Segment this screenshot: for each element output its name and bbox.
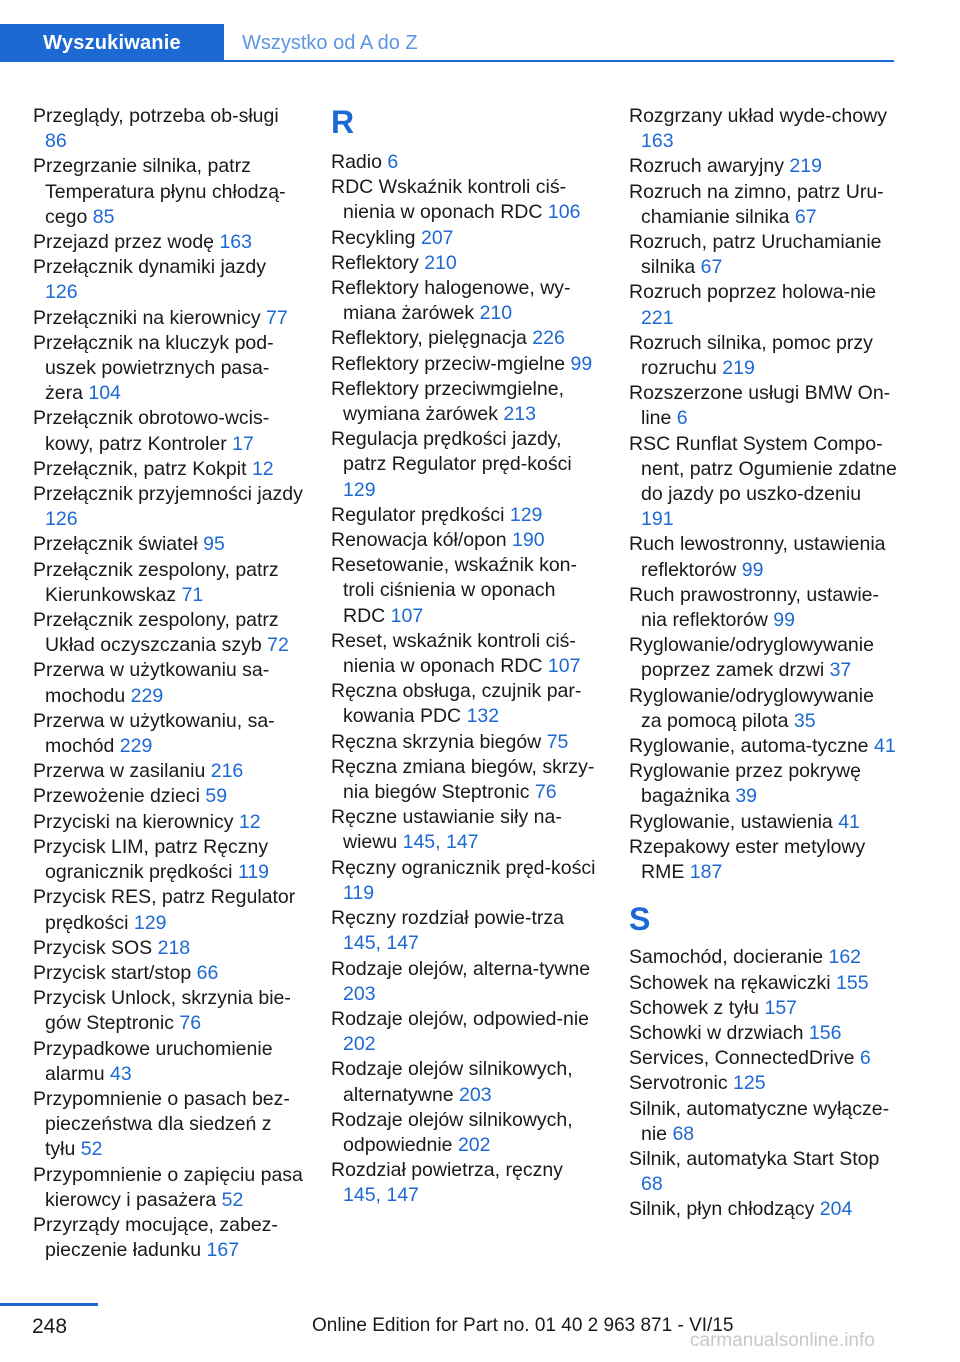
index-entry bbox=[629, 684, 899, 734]
entry-term: Rozruch poprzez holowa-nie bbox=[629, 281, 877, 304]
page-reference-link[interactable]: 145, 147 bbox=[402, 831, 479, 854]
index-column-1 bbox=[33, 104, 303, 1263]
index-entry bbox=[331, 226, 601, 251]
header-bar bbox=[0, 24, 960, 64]
entry-term: Rodzaje olejów, odpowied-nie bbox=[331, 1007, 590, 1030]
index-entry bbox=[629, 810, 899, 835]
entry-term: Schowki w drzwiach bbox=[629, 1021, 804, 1044]
entry-term: Services, ConnectedDrive bbox=[629, 1047, 855, 1070]
page-reference-link[interactable]: 12 bbox=[238, 810, 261, 833]
entry-term: Przypadkowe uruchomienie alarmu bbox=[33, 1037, 273, 1085]
page-reference-link[interactable]: 126 bbox=[45, 281, 78, 304]
index-entry bbox=[331, 553, 601, 629]
page-reference-link[interactable]: 156 bbox=[808, 1021, 842, 1044]
entry-term: Przejazd przez wodę bbox=[33, 231, 215, 254]
entry-term: Silnik, automatyczne wyłącze-nie bbox=[629, 1097, 890, 1145]
page-reference-link[interactable]: 129 bbox=[343, 478, 376, 501]
index-entry bbox=[331, 251, 601, 276]
index-entry bbox=[629, 532, 899, 582]
entry-term: Przegrzanie silnika, patrz Temperatura płynu chłodzą-cego bbox=[33, 155, 286, 228]
entry-term: Rodzaje olejów, alterna-tywne bbox=[331, 957, 591, 980]
index-entry bbox=[331, 755, 601, 805]
entry-term: Reflektory przeciwmgielne, wymiana żarówek bbox=[331, 377, 565, 426]
page-reference-link[interactable]: 145, 147 bbox=[343, 1184, 419, 1207]
page-reference-link[interactable]: 104 bbox=[88, 382, 121, 405]
page-reference-link[interactable]: 132 bbox=[466, 705, 500, 728]
entry-term: Samochód, docieranie bbox=[629, 946, 824, 969]
index-entry bbox=[33, 457, 303, 482]
page-reference-link[interactable]: 204 bbox=[819, 1198, 853, 1221]
entry-term: Renowacja kół/opon bbox=[331, 529, 507, 552]
page-reference-link[interactable]: 99 bbox=[741, 558, 764, 581]
page-reference-link[interactable]: 99 bbox=[570, 352, 593, 375]
entry-term: Ręczne ustawianie siły na-wiewu bbox=[331, 806, 562, 854]
page-reference-link[interactable]: 226 bbox=[532, 327, 565, 350]
entry-term: Rozruch, patrz Uruchamianie silnika bbox=[629, 231, 882, 279]
entry-term: Ryglowanie przez pokrywę bagażnika bbox=[629, 760, 861, 808]
page-reference-link[interactable]: 85 bbox=[92, 205, 115, 228]
page-reference-link[interactable]: 203 bbox=[343, 982, 376, 1005]
entry-term: Przełącznik, patrz Kokpit bbox=[33, 457, 247, 480]
index-entry bbox=[33, 1037, 303, 1087]
index-entry bbox=[331, 1007, 601, 1057]
entry-term: Servotronic bbox=[629, 1072, 728, 1095]
page-reference-link[interactable]: 6 bbox=[387, 151, 399, 173]
page-reference-link[interactable]: 221 bbox=[641, 306, 674, 329]
page-reference-link[interactable]: 229 bbox=[130, 684, 164, 707]
entry-term: Przerwa w użytkowaniu, sa-mochód bbox=[33, 709, 275, 758]
entry-term: Przełącznik zespolony, patrz Układ oczyszczania szyb bbox=[33, 609, 279, 657]
entry-term: Rozruch na zimno, patrz Uru-chamianie silnika bbox=[629, 180, 884, 228]
page-reference-link[interactable]: 52 bbox=[80, 1138, 103, 1161]
page-reference-link[interactable]: 219 bbox=[722, 357, 755, 380]
entry-term: Reset, wskaźnik kontroli ciś-nienia w oponach RDC bbox=[331, 629, 576, 678]
page-reference-link[interactable]: 126 bbox=[45, 508, 78, 531]
entry-term: Przeglądy, potrzeba ob-sługi bbox=[33, 105, 279, 127]
tab-wszystko-od-a-do-z[interactable]: Wszystko od A do Z bbox=[242, 31, 418, 54]
index-entry bbox=[629, 331, 899, 381]
page-reference-link[interactable]: 76 bbox=[179, 1012, 202, 1035]
entry-term: Ręczny rozdział powie-trza bbox=[331, 907, 565, 930]
index-entry bbox=[629, 759, 899, 809]
entry-term: Ruch lewostronny, ustawienia reflektorów bbox=[629, 533, 886, 581]
entry-term: Ruch prawostronny, ustawie-nia reflektorów bbox=[629, 583, 879, 632]
index-entry bbox=[33, 306, 303, 331]
index-entry bbox=[33, 608, 303, 658]
entry-term: Przyrządy mocujące, zabez-pieczenie ładunku bbox=[33, 1213, 278, 1262]
entry-term: Rozgrzany układ wyde-chowy bbox=[629, 105, 887, 127]
watermark: carmanualsonline.info bbox=[690, 1330, 875, 1351]
index-entry bbox=[331, 326, 601, 351]
page-reference-link[interactable]: 210 bbox=[424, 251, 457, 274]
page-reference-link[interactable]: 52 bbox=[221, 1188, 244, 1211]
entry-term: Przypomnienie o pasach bez-pieczeństwa dla siedzeń z tyłu bbox=[33, 1087, 290, 1161]
entry-term: Schowek na rękawiczki bbox=[629, 971, 831, 994]
page-reference-link[interactable]: 66 bbox=[196, 961, 219, 984]
index-entry bbox=[33, 986, 303, 1036]
page-reference-link[interactable]: 41 bbox=[873, 735, 896, 758]
tab-wyszukiwanie[interactable]: Wyszukiwanie bbox=[0, 24, 224, 62]
page-reference-link[interactable]: 145, 147 bbox=[343, 932, 419, 955]
page-reference-link[interactable]: 129 bbox=[133, 911, 167, 934]
index-entry bbox=[629, 971, 899, 996]
page-reference-link[interactable]: 167 bbox=[206, 1239, 240, 1262]
entry-term: Silnik, płyn chłodzący bbox=[629, 1198, 815, 1221]
entry-term: Reflektory bbox=[331, 251, 419, 274]
entry-term: Przełącznik obrotowo-wcis-kowy, patrz Kontroler bbox=[33, 407, 270, 455]
index-entry bbox=[331, 352, 601, 377]
index-entry bbox=[629, 633, 899, 683]
page-reference-link[interactable]: 119 bbox=[237, 861, 270, 884]
page-reference-link[interactable]: 86 bbox=[45, 130, 67, 153]
entry-term: Przełączniki na kierownicy bbox=[33, 306, 261, 329]
entry-term: Przerwa w użytkowaniu sa-mochodu bbox=[33, 659, 270, 707]
index-entry bbox=[331, 175, 601, 225]
entry-term: Przycisk LIM, patrz Ręczny ogranicznik prędkości bbox=[33, 835, 269, 884]
entry-term: Reflektory, pielęgnacja bbox=[331, 327, 527, 350]
entry-term: Rozszerzone usługi BMW On-line bbox=[629, 382, 891, 430]
index-entry bbox=[33, 961, 303, 986]
index-column-3 bbox=[629, 104, 899, 1223]
page-reference-link[interactable]: 163 bbox=[219, 231, 252, 254]
page-reference-link[interactable]: 67 bbox=[794, 205, 817, 228]
page-reference-link[interactable]: 129 bbox=[509, 503, 543, 526]
index-entry bbox=[629, 381, 899, 431]
entry-term: Przełącznik na kluczyk pod-uszek powietrznych pasa-żera bbox=[33, 331, 274, 405]
entry-term: Radio bbox=[331, 151, 382, 173]
index-entry bbox=[331, 1057, 601, 1107]
index-entry bbox=[331, 276, 601, 326]
entry-term: Ręczna zmiana biegów, skrzy-nia biegów Steptronic bbox=[331, 755, 595, 804]
index-entry bbox=[629, 945, 899, 970]
index-entry bbox=[33, 835, 303, 885]
index-entry bbox=[629, 583, 899, 633]
entry-term: Przyciski na kierownicy bbox=[33, 810, 234, 833]
page-reference-link[interactable]: 75 bbox=[546, 730, 569, 753]
page-reference-link[interactable]: 207 bbox=[420, 226, 454, 249]
page-reference-link[interactable]: 202 bbox=[457, 1133, 491, 1156]
entry-term: Przycisk SOS bbox=[33, 936, 153, 959]
entry-term: Przycisk Unlock, skrzynia bie-gów Steptronic bbox=[33, 987, 291, 1035]
entry-term: Regulator prędkości bbox=[331, 503, 505, 526]
entry-term: RDC Wskaźnik kontroli ciś-nienia w oponach RDC bbox=[331, 176, 567, 224]
entry-term: Przełącznik dynamiki jazdy bbox=[33, 256, 267, 279]
page-reference-link[interactable]: 99 bbox=[773, 609, 795, 632]
page-reference-link[interactable]: 106 bbox=[547, 201, 581, 224]
index-entry bbox=[629, 1021, 899, 1046]
entry-term: Ryglowanie, automa-tyczne bbox=[629, 735, 869, 758]
index-entry bbox=[629, 1046, 899, 1071]
index-entry bbox=[629, 180, 899, 230]
entry-term: Ryglowanie/odryglowywanie poprzez zamek drzwi bbox=[629, 634, 874, 682]
page-reference-link[interactable]: 67 bbox=[700, 256, 723, 279]
entry-term: Reflektory przeciw-mgielne bbox=[331, 352, 566, 375]
index-entry bbox=[33, 936, 303, 961]
entry-term: Przełącznik świateł bbox=[33, 533, 198, 556]
index-entry bbox=[33, 255, 303, 305]
index-entry bbox=[33, 532, 303, 557]
header-divider bbox=[224, 60, 894, 62]
page-reference-link[interactable]: 39 bbox=[735, 785, 758, 808]
index-entry bbox=[33, 104, 303, 154]
index-entry bbox=[629, 230, 899, 280]
index-entry bbox=[331, 906, 601, 956]
index-entry bbox=[33, 810, 303, 835]
entry-term: Schowek z tyłu bbox=[629, 996, 760, 1019]
page-reference-link[interactable]: 35 bbox=[793, 709, 816, 732]
index-entry bbox=[33, 885, 303, 935]
index-entry bbox=[33, 482, 303, 532]
entry-term: Ręczna obsługa, czujnik par-kowania PDC bbox=[331, 680, 582, 728]
entry-term: Ryglowanie/odryglowywanie za pomocą pilota bbox=[629, 684, 874, 732]
index-entry bbox=[629, 1147, 899, 1197]
index-entry bbox=[629, 432, 899, 533]
entry-term: Ręczna skrzynia biegów bbox=[331, 730, 542, 753]
index-entry bbox=[629, 835, 899, 885]
index-entry bbox=[33, 154, 303, 230]
page-reference-link[interactable]: 162 bbox=[828, 946, 862, 969]
section-letter: S bbox=[629, 901, 651, 938]
index-entry bbox=[33, 406, 303, 456]
page-reference-link[interactable]: 125 bbox=[733, 1072, 766, 1095]
index-entry bbox=[331, 528, 601, 553]
index-entry bbox=[331, 957, 601, 1007]
index-entry bbox=[33, 558, 303, 608]
section-letter: R bbox=[331, 104, 355, 140]
entry-term: Ryglowanie, ustawienia bbox=[629, 810, 833, 833]
index-entry bbox=[629, 734, 899, 759]
index-entry bbox=[629, 104, 899, 154]
page-reference-link[interactable]: 41 bbox=[838, 810, 860, 833]
index-entry bbox=[331, 629, 601, 679]
entry-term: Rozruch awaryjny bbox=[629, 155, 784, 178]
page-reference-link[interactable]: 68 bbox=[672, 1122, 695, 1145]
page-reference-link[interactable]: 187 bbox=[689, 861, 723, 884]
index-entry bbox=[33, 230, 303, 255]
page-reference-link[interactable]: 59 bbox=[205, 785, 228, 808]
entry-term: Przełącznik zespolony, patrz Kierunkowskaz bbox=[33, 558, 279, 606]
entry-term: Przycisk RES, patrz Regulator prędkości bbox=[33, 886, 296, 934]
entry-term: Przerwa w zasilaniu bbox=[33, 760, 206, 783]
page-reference-link[interactable]: 95 bbox=[203, 533, 225, 556]
entry-term: Silnik, automatyka Start Stop bbox=[629, 1147, 880, 1170]
index-entry bbox=[33, 331, 303, 407]
entry-term: Przycisk start/stop bbox=[33, 961, 192, 984]
index-entry bbox=[331, 377, 601, 427]
index-entry bbox=[629, 1097, 899, 1147]
page-reference-link[interactable]: 216 bbox=[210, 760, 244, 783]
index-entry bbox=[331, 503, 601, 528]
entry-term: Rzepakowy ester metylowy RME bbox=[629, 835, 866, 884]
page-reference-link[interactable]: 213 bbox=[503, 403, 536, 426]
page-reference-link[interactable]: 6 bbox=[676, 407, 688, 430]
page-reference-link[interactable]: 6 bbox=[859, 1047, 871, 1070]
page-reference-link[interactable]: 191 bbox=[641, 508, 674, 531]
entry-term: RSC Runflat System Compo-nent, patrz Ogumienie zdatne do jazdy po uszko-dzeniu bbox=[629, 432, 897, 506]
index-entry bbox=[331, 730, 601, 755]
index-entry bbox=[629, 1197, 899, 1222]
entry-term: Przełącznik przyjemności jazdy bbox=[33, 483, 303, 506]
page-reference-link[interactable]: 229 bbox=[119, 735, 153, 758]
page-reference-link[interactable]: 202 bbox=[343, 1033, 376, 1056]
page-number: 248 bbox=[32, 1315, 68, 1338]
entry-term: Recykling bbox=[331, 226, 416, 249]
entry-term: Przypomnienie o zapięciu pasa kierowcy i pasażera bbox=[33, 1163, 303, 1211]
index-entry bbox=[33, 658, 303, 708]
entry-term: Regulacja prędkości jazdy, patrz Regulator pręd-kości bbox=[331, 428, 572, 476]
page-reference-link[interactable]: 37 bbox=[829, 659, 852, 682]
page-reference-link[interactable]: 210 bbox=[479, 302, 513, 325]
index-entry bbox=[629, 996, 899, 1021]
index-entry bbox=[331, 1108, 601, 1158]
page-reference-link[interactable]: 119 bbox=[343, 881, 375, 904]
index-entry bbox=[33, 709, 303, 759]
index-entry bbox=[33, 784, 303, 809]
index-entry bbox=[33, 759, 303, 784]
page-reference-link[interactable]: 12 bbox=[251, 457, 274, 480]
entry-term: Rodzaje olejów silnikowych, odpowiednie bbox=[331, 1108, 573, 1156]
page-reference-link[interactable]: 77 bbox=[266, 306, 288, 329]
index-entry bbox=[331, 805, 601, 855]
footer-divider bbox=[0, 1303, 98, 1306]
page-reference-link[interactable]: 203 bbox=[459, 1083, 492, 1106]
entry-term: Rodzaje olejów silnikowych, alternatywne bbox=[331, 1058, 573, 1106]
index-entry bbox=[331, 679, 601, 729]
page-reference-link[interactable]: 163 bbox=[641, 130, 674, 153]
page-reference-link[interactable]: 71 bbox=[181, 583, 204, 606]
index-entry bbox=[331, 1158, 601, 1208]
page-reference-link[interactable]: 107 bbox=[390, 604, 424, 627]
index-entry bbox=[629, 1071, 899, 1096]
page-reference-link[interactable]: 68 bbox=[641, 1173, 663, 1196]
index-entry bbox=[33, 1213, 303, 1263]
index-entry bbox=[629, 154, 899, 179]
page-reference-link[interactable]: 219 bbox=[789, 155, 822, 178]
index-entry bbox=[331, 856, 601, 906]
entry-term: Reflektory halogenowe, wy-miana żarówek bbox=[331, 277, 571, 325]
page-reference-link[interactable]: 72 bbox=[267, 634, 289, 657]
page-reference-link[interactable]: 17 bbox=[232, 432, 254, 455]
page-reference-link[interactable]: 76 bbox=[534, 781, 557, 804]
page-reference-link[interactable]: 107 bbox=[547, 655, 581, 678]
page-reference-link[interactable]: 157 bbox=[764, 996, 798, 1019]
index-entry bbox=[629, 280, 899, 330]
page-reference-link[interactable]: 43 bbox=[110, 1062, 132, 1085]
page-reference-link[interactable]: 155 bbox=[836, 971, 869, 994]
index-entry bbox=[33, 1163, 303, 1213]
entry-term: Rozruch silnika, pomoc przy rozruchu bbox=[629, 331, 873, 380]
entry-term: Ręczny ogranicznik pręd-kości bbox=[331, 856, 596, 879]
index-column-2 bbox=[331, 104, 601, 1209]
index-entry bbox=[33, 1087, 303, 1163]
index-entry bbox=[331, 427, 601, 503]
entry-term: Resetowanie, wskaźnik kon-troli ciśnienia w oponach RDC bbox=[331, 554, 578, 627]
index-entry bbox=[331, 150, 601, 175]
entry-term: Rozdział powietrza, ręczny bbox=[331, 1159, 563, 1182]
page-reference-link[interactable]: 190 bbox=[512, 529, 545, 552]
page-reference-link[interactable]: 218 bbox=[157, 936, 191, 959]
entry-term: Przewożenie dzieci bbox=[33, 785, 200, 808]
edition-text: Online Edition for Part no. 01 40 2 963 871 - VI/15 bbox=[312, 1315, 734, 1336]
